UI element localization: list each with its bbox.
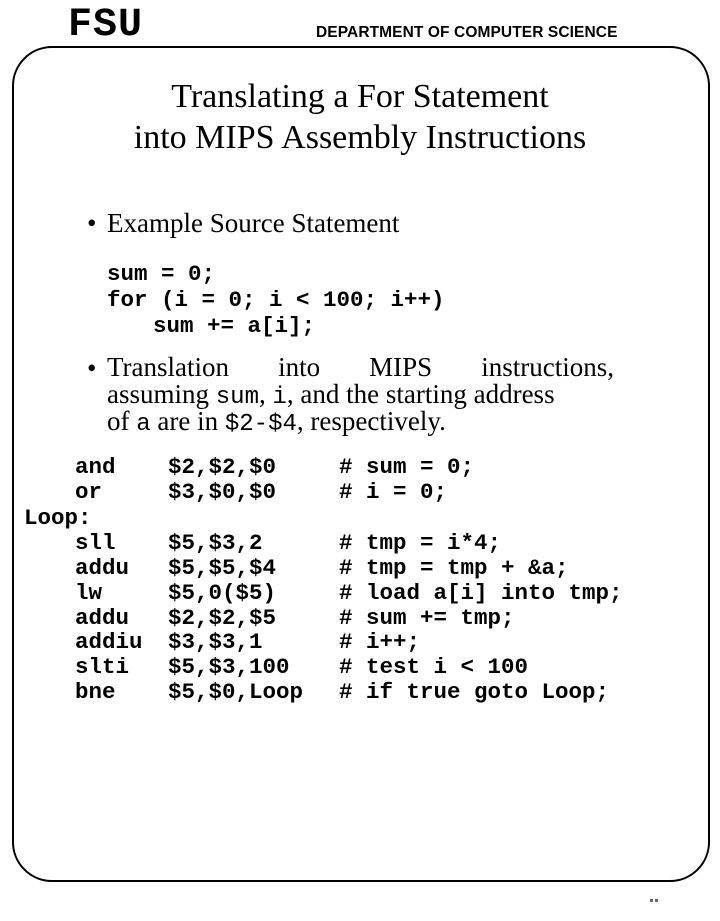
slide-title-line-2: into MIPS Assembly Instructions (133, 119, 587, 156)
asm-comment: # sum += tmp; (339, 605, 515, 631)
source-code-line: for (i = 0; i < 100; i++) (107, 287, 445, 313)
source-code-line: sum += a[i]; (153, 313, 316, 339)
bullet-1-text: Example Source Statement (107, 208, 400, 238)
asm-comment: # if true goto Loop; (339, 679, 610, 705)
asm-operands: $5,0($5) (168, 580, 277, 606)
asm-label: Loop: (24, 505, 92, 531)
bullet-2-line-1 (107, 353, 614, 381)
source-code-line: sum = 0; (107, 261, 216, 287)
bullet-2-text: assuming (107, 379, 210, 409)
slide-title-line-1: Translating a For Statement (171, 78, 549, 115)
bullet-2-word: into (278, 352, 321, 382)
bullet-2-word: Translation (107, 352, 230, 382)
asm-opcode: addu (75, 555, 130, 581)
asm-operands: $5,$5,$4 (168, 555, 277, 581)
asm-opcode: sll (75, 530, 116, 556)
asm-comment: # tmp = tmp + &a; (339, 555, 569, 581)
bullet-marker-1: • (87, 208, 97, 238)
inline-code-sum: sum (215, 384, 259, 411)
bullet-2-text: , respectively. (296, 406, 446, 436)
asm-comment: # sum = 0; (339, 454, 475, 480)
bullet-2-text: , (258, 379, 266, 409)
department-name: DEPARTMENT OF COMPUTER SCIENCE (316, 24, 618, 41)
bullet-2-text: of (107, 406, 130, 436)
fsu-logo: FSU (68, 3, 144, 48)
page-mark (650, 898, 660, 906)
asm-comment: # load a[i] into tmp; (339, 580, 623, 606)
asm-opcode: or (75, 479, 103, 505)
asm-opcode: bne (75, 679, 116, 705)
asm-comment: # i++; (339, 629, 421, 655)
asm-operands: $2,$2,$0 (168, 454, 277, 480)
inline-code-i: i (272, 384, 287, 411)
asm-opcode: slti (75, 654, 130, 680)
asm-operands: $2,$2,$5 (168, 605, 277, 631)
asm-comment: # tmp = i*4; (339, 530, 502, 556)
asm-operands: $5,$3,2 (168, 530, 263, 556)
inline-code-a: a (136, 411, 151, 438)
asm-opcode: addiu (75, 629, 143, 655)
bullet-2-word: MIPS (369, 352, 433, 382)
asm-opcode: lw (75, 580, 103, 606)
bullet-2-line-3 (107, 407, 614, 439)
bullet-2-word: instructions, (481, 352, 614, 382)
asm-opcode: addu (75, 605, 130, 631)
bullet-2-text: , and the starting address (286, 379, 555, 409)
asm-operands: $3,$0,$0 (168, 479, 277, 505)
asm-opcode: and (75, 454, 116, 480)
asm-comment: # test i < 100 (339, 654, 529, 680)
asm-operands: $3,$3,1 (168, 629, 263, 655)
asm-operands: $5,$3,100 (168, 654, 290, 680)
asm-operands: $5,$0,Loop (168, 679, 304, 705)
bullet-marker-2: • (87, 353, 97, 383)
asm-comment: # i = 0; (339, 479, 448, 505)
bullet-2-text: are in (157, 406, 219, 436)
inline-code-registers: $2-$4 (224, 411, 297, 438)
page-mark-glyph (650, 898, 660, 904)
